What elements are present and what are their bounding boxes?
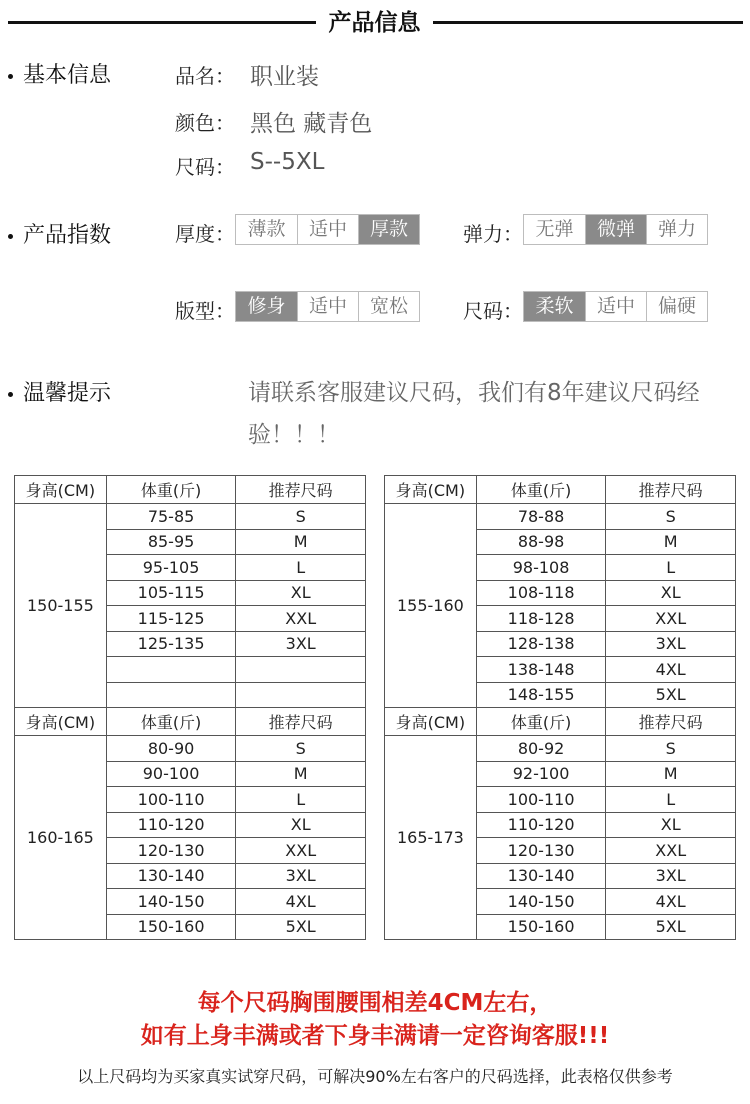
size-table-150-155 [14, 475, 366, 708]
size-cell: M [606, 761, 736, 787]
header-size: 推荐尺码 [606, 708, 736, 736]
size-cell: S [606, 504, 736, 530]
size-table-155-160 [384, 475, 736, 708]
header-height: 身高(CM) [15, 476, 107, 504]
table-header-row [385, 476, 736, 504]
size-cell: XXL [236, 606, 366, 632]
thickness-option: 适中 [297, 215, 358, 244]
info-value: 职业装 [250, 64, 319, 90]
size-cell: M [606, 529, 736, 555]
weight-cell: 118-128 [476, 606, 606, 632]
weight-cell: 140-150 [476, 889, 606, 915]
elasticity-option: 无弹 [535, 218, 574, 240]
header-height: 身高(CM) [15, 708, 107, 736]
section-product-index [8, 218, 111, 249]
header-height: 身高(CM) [385, 476, 477, 504]
table-header-row [15, 476, 366, 504]
size-cell: 5XL [606, 682, 736, 708]
weight-cell: 108-118 [476, 580, 606, 606]
header-weight: 体重(斤) [476, 708, 606, 736]
thickness-label: 厚度： [175, 222, 235, 246]
header-weight: 体重(斤) [106, 708, 236, 736]
fit-label: 版型： [175, 299, 235, 323]
size-cell: S [236, 504, 366, 530]
size-cell: 3XL [606, 631, 736, 657]
size-cell: M [236, 761, 366, 787]
size-feel-selector [523, 291, 708, 322]
size-cell: M [236, 529, 366, 555]
size-cell: XXL [236, 838, 366, 864]
weight-cell: 120-130 [476, 838, 606, 864]
header-weight: 体重(斤) [476, 476, 606, 504]
height-range-cell: 165-173 [385, 736, 477, 940]
size-cell: XXL [606, 838, 736, 864]
table-row [15, 504, 366, 530]
weight-cell: 110-120 [106, 812, 236, 838]
size-cell: XL [606, 580, 736, 606]
weight-cell: 95-105 [106, 555, 236, 581]
size-cell: L [606, 555, 736, 581]
weight-cell: 92-100 [476, 761, 606, 787]
weight-cell: 100-110 [106, 787, 236, 813]
notice-line-1: 每个尺码胸围腰围相差4CM左右， [197, 990, 553, 1016]
table-header-row [385, 708, 736, 736]
header-height: 身高(CM) [385, 708, 477, 736]
bullet-icon [8, 392, 13, 397]
fit-option: 宽松 [358, 292, 419, 321]
size-feel-option: 偏硬 [646, 292, 707, 321]
title-divider-left [8, 21, 316, 24]
weight-cell [106, 682, 236, 708]
table-header-row [15, 708, 366, 736]
fit-selector [235, 291, 420, 322]
size-cell: XXL [606, 606, 736, 632]
weight-cell: 128-138 [476, 631, 606, 657]
weight-cell: 148-155 [476, 682, 606, 708]
size-cell: 3XL [236, 631, 366, 657]
info-label: 品名： [175, 64, 235, 88]
size-cell: S [236, 736, 366, 762]
weight-cell: 105-115 [106, 580, 236, 606]
elasticity-option-selected: 微弹 [585, 215, 646, 244]
page-title: 产品信息 [328, 10, 421, 36]
size-cell: L [236, 787, 366, 813]
size-cell: XL [236, 580, 366, 606]
weight-cell: 130-140 [476, 863, 606, 889]
size-cell: 5XL [606, 914, 736, 940]
bullet-icon [8, 234, 13, 239]
table-row [385, 504, 736, 530]
section-basic-label: 基本信息 [23, 63, 112, 88]
weight-cell: 110-120 [476, 812, 606, 838]
size-cell: 3XL [236, 863, 366, 889]
size-cell: 4XL [606, 889, 736, 915]
info-row-name [175, 60, 319, 90]
thickness-option: 薄款 [247, 218, 286, 240]
notice-line-2: 如有上身丰满或者下身丰满请一定咨询客服!!! [140, 1023, 610, 1049]
weight-cell: 80-90 [106, 736, 236, 762]
title-divider-right [433, 21, 743, 24]
weight-cell: 120-130 [106, 838, 236, 864]
table-row [15, 736, 366, 762]
info-label: 尺码： [175, 155, 235, 179]
size-cell: XL [606, 812, 736, 838]
size-cell: L [606, 787, 736, 813]
title-row [0, 0, 750, 44]
table-row [385, 736, 736, 762]
height-range-cell: 150-155 [15, 504, 107, 708]
header-size: 推荐尺码 [606, 476, 736, 504]
elasticity-label: 弹力： [463, 222, 523, 246]
section-basic-info [8, 58, 111, 89]
height-range-cell: 160-165 [15, 736, 107, 940]
weight-cell: 80-92 [476, 736, 606, 762]
header-weight: 体重(斤) [106, 476, 236, 504]
info-value: 黑色 藏青色 [250, 111, 373, 137]
weight-cell: 130-140 [106, 863, 236, 889]
elasticity-option: 弹力 [646, 215, 707, 244]
size-table-160-165 [14, 707, 366, 940]
info-row-size [175, 149, 325, 180]
size-cell: L [236, 555, 366, 581]
header-size: 推荐尺码 [236, 708, 366, 736]
weight-cell: 125-135 [106, 631, 236, 657]
elasticity-selector [523, 214, 708, 245]
size-feel-label: 尺码： [463, 299, 523, 323]
footnote: 以上尺码均为买家真实试穿尺码，可解决90%左右客户的尺码选择，此表格仅供参考 [77, 1067, 673, 1086]
weight-cell [106, 657, 236, 683]
bullet-icon [8, 74, 13, 79]
weight-cell: 100-110 [476, 787, 606, 813]
info-row-color [175, 107, 373, 137]
weight-cell: 88-98 [476, 529, 606, 555]
fit-option: 适中 [297, 292, 358, 321]
thickness-selector [235, 214, 420, 245]
tips-text: 请联系客服建议尺码，我们有8年建议尺码经验！！！ [248, 380, 700, 448]
info-value: S--5XL [250, 149, 325, 175]
weight-cell: 115-125 [106, 606, 236, 632]
size-cell: S [606, 736, 736, 762]
size-feel-option-selected: 柔软 [524, 292, 585, 321]
weight-cell: 90-100 [106, 761, 236, 787]
header-size: 推荐尺码 [236, 476, 366, 504]
size-cell: XL [236, 812, 366, 838]
section-tips [8, 376, 111, 407]
height-range-cell: 155-160 [385, 504, 477, 708]
info-label: 颜色： [175, 111, 235, 135]
size-feel-option: 适中 [585, 292, 646, 321]
size-cell [236, 657, 366, 683]
section-tips-label: 温馨提示 [23, 381, 112, 406]
size-cell [236, 682, 366, 708]
size-cell: 4XL [236, 889, 366, 915]
weight-cell: 85-95 [106, 529, 236, 555]
weight-cell: 138-148 [476, 657, 606, 683]
section-index-label: 产品指数 [23, 223, 112, 248]
size-cell: 4XL [606, 657, 736, 683]
weight-cell: 150-160 [106, 914, 236, 940]
size-cell: 5XL [236, 914, 366, 940]
fit-option-selected: 修身 [236, 292, 297, 321]
size-cell: 3XL [606, 863, 736, 889]
size-table-165-173 [384, 707, 736, 940]
thickness-option-selected: 厚款 [358, 215, 419, 244]
weight-cell: 98-108 [476, 555, 606, 581]
weight-cell: 150-160 [476, 914, 606, 940]
weight-cell: 78-88 [476, 504, 606, 530]
weight-cell: 140-150 [106, 889, 236, 915]
weight-cell: 75-85 [106, 504, 236, 530]
